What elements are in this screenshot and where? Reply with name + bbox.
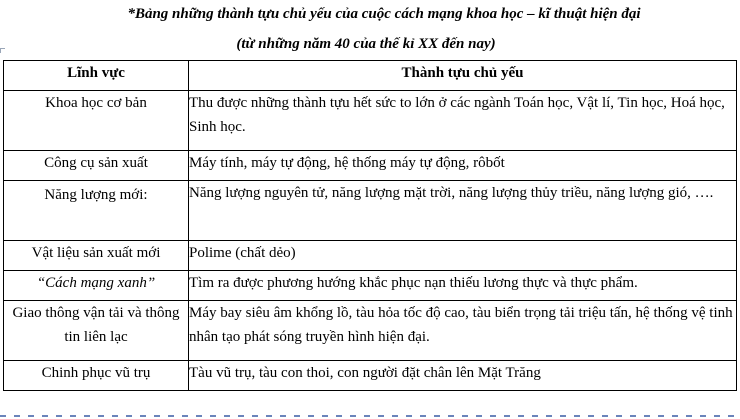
field-cell: “Cách mạng xanh” bbox=[4, 271, 189, 301]
achievement-cell: Máy bay siêu âm khổng lồ, tàu hỏa tốc độ cao, tàu biển trọng tải triệu tấn, hệ thống vệ tinh nhân tạo phát sóng truyền hình hiện đại. bbox=[189, 301, 737, 361]
achievement-cell: Máy tính, máy tự động, hệ thống máy tự động, rôbốt bbox=[189, 151, 737, 181]
table-anchor-marker bbox=[0, 48, 5, 53]
table-row bbox=[4, 361, 737, 391]
achievement-cell: Tàu vũ trụ, tàu con thoi, con người đặt chân lên Mặt Trăng bbox=[189, 361, 737, 391]
achievement-cell: Năng lượng nguyên tử, năng lượng mặt trời, năng lượng thủy triều, năng lượng gió, …. bbox=[189, 181, 737, 241]
header-field: Lĩnh vực bbox=[4, 61, 189, 91]
cut-off-text-fragment bbox=[0, 409, 740, 419]
field-cell: Năng lượng mới: bbox=[4, 181, 189, 241]
table-row bbox=[4, 151, 737, 181]
table-header-row bbox=[4, 61, 737, 91]
header-achievement: Thành tựu chủ yếu bbox=[189, 61, 737, 91]
achievement-cell: Thu được những thành tựu hết sức to lớn ở các ngành Toán học, Vật lí, Tin học, Hoá học, Sinh học. bbox=[189, 91, 737, 151]
table-row bbox=[4, 91, 737, 151]
field-cell: Vật liệu sản xuất mới bbox=[4, 241, 189, 271]
field-cell: Khoa học cơ bản bbox=[4, 91, 189, 151]
field-cell: Chinh phục vũ trụ bbox=[4, 361, 189, 391]
field-cell: Giao thông vận tải và thông tin liên lạc bbox=[4, 301, 189, 361]
table-row bbox=[4, 301, 737, 361]
table-row bbox=[4, 271, 737, 301]
table-subtitle: (từ những năm 40 của thế kỉ XX đến nay) bbox=[236, 36, 496, 52]
table-row bbox=[4, 241, 737, 271]
table-title: *Bảng những thành tựu chủ yếu của cuộc cách mạng khoa học – kĩ thuật hiện đại bbox=[127, 6, 641, 22]
achievement-cell: Polime (chất dẻo) bbox=[189, 241, 737, 271]
achievement-cell: Tìm ra được phương hướng khắc phục nạn thiếu lương thực và thực phẩm. bbox=[189, 271, 737, 301]
achievements-table bbox=[3, 60, 737, 391]
table-row bbox=[4, 181, 737, 241]
field-cell: Công cụ sản xuất bbox=[4, 151, 189, 181]
